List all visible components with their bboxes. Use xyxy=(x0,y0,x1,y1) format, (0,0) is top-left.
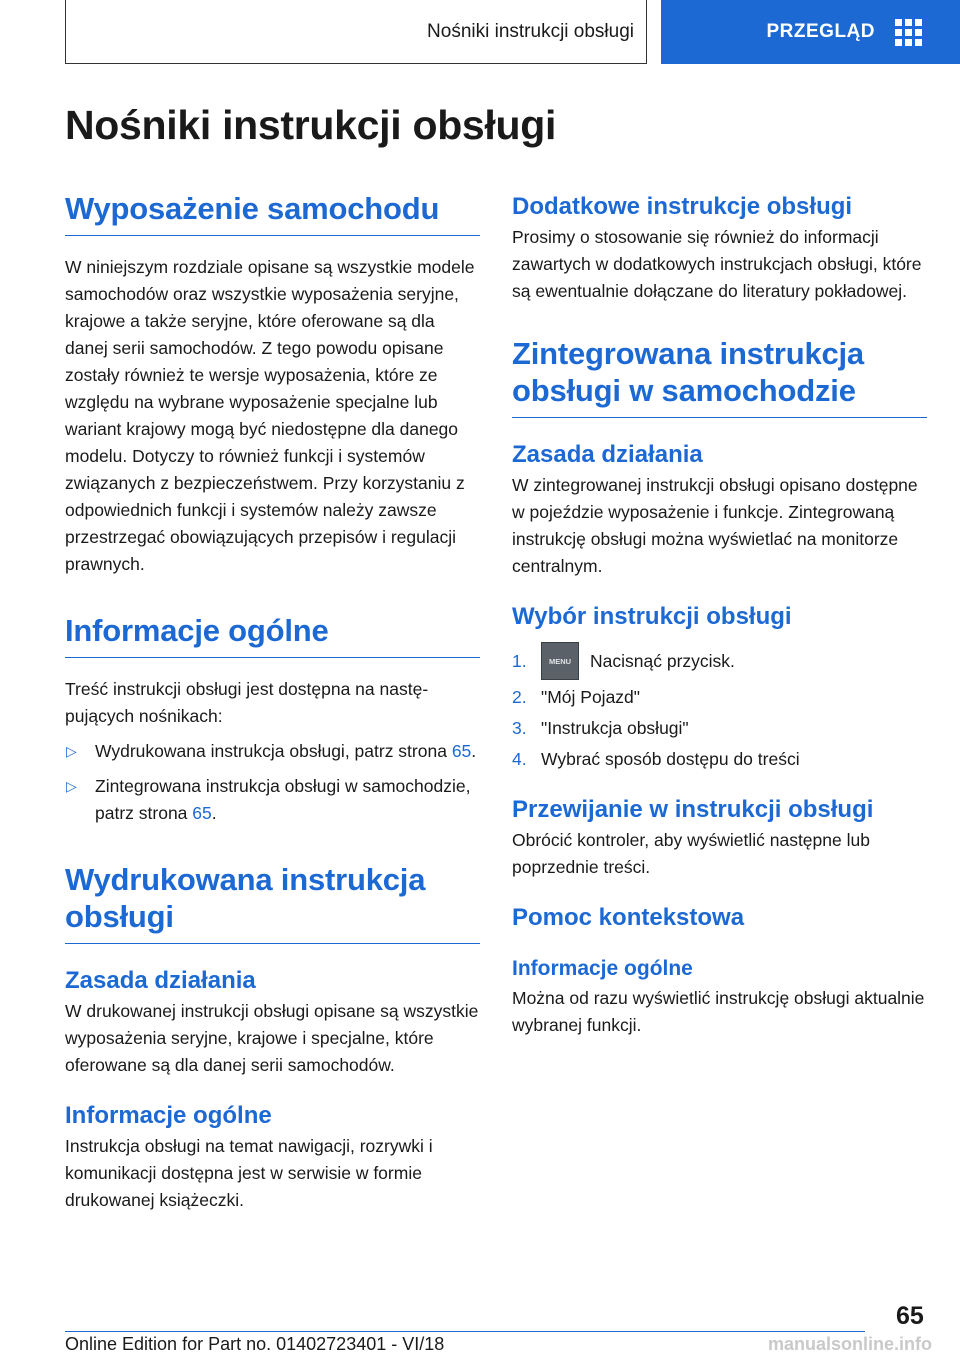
subheading-principle: Zasada działania xyxy=(65,967,256,994)
list-item: ▷ Zintegrowana instrukcja obsługi w samochodzie, patrz strona 65. xyxy=(65,773,480,827)
list-item xyxy=(512,746,927,773)
grid-icon xyxy=(895,19,922,46)
section-heading-printed-manual: Wydrukowana instrukcja obsługi xyxy=(65,861,480,944)
steps-list xyxy=(512,642,927,773)
bullet-triangle-icon: ▷ xyxy=(66,778,77,794)
list-item xyxy=(512,642,927,680)
overview-nav-label: PRZEGLĄD xyxy=(766,21,875,42)
overview-nav-button[interactable] xyxy=(661,0,960,64)
scrolling-body: Obrócić kontroler, aby wyświetlić następne lub poprzednie treści. xyxy=(512,830,870,877)
section-heading-equipment: Wyposażenie samochodu xyxy=(65,190,480,236)
left-column xyxy=(65,190,480,1214)
section-heading-integrated-manual: Zintegrowana instrukcja obsługi w samochodzie xyxy=(512,335,927,418)
menu-button-icon: MENU xyxy=(541,642,579,680)
subheading-scrolling: Przewijanie w instrukcji obsługi xyxy=(512,796,874,823)
edition-text: Online Edition for Part no. 01402723401 - VI/18 xyxy=(65,1334,445,1354)
printed-general-info-body: Instrukcja obsługi na temat nawigacji, rozrywki i komunikacji dostępna jest w serwisie w formie drukowanej książeczki. xyxy=(65,1136,433,1210)
running-header-title: Nośniki instrukcji obsługi xyxy=(427,20,634,42)
page-title: Nośniki instrukcji obsługi xyxy=(65,102,557,148)
principle-body: W drukowanej instrukcji obsługi opisane są wszystkie wyposażenia seryjne, krajowe i specjalne, które oferowane są dla danej serii samochodów. xyxy=(65,1001,479,1075)
step-number: 3. xyxy=(512,718,527,738)
list-item xyxy=(512,715,927,742)
additional-manuals-body: Prosimy o stosowanie się również do informacji zawartych w dodatkowych instrukcjach obsługi, które są ewentualnie dołączane do literatury pokładowej. xyxy=(512,227,922,301)
step-text: "Instrukcja obsługi" xyxy=(541,718,689,738)
list-item-text: Zintegrowana instrukcja obsługi w samochodzie, patrz strona xyxy=(95,776,471,823)
list-item-text: Wydrukowana instrukcja obsługi, patrz strona xyxy=(95,741,452,761)
step-text: Wybrać sposób dostępu do treści xyxy=(541,749,800,769)
minor-heading-general-info: Informacje ogólne xyxy=(512,957,693,980)
right-column xyxy=(512,192,927,1039)
subheading-principle: Zasada działania xyxy=(512,441,703,468)
step-text: "Mój Pojazd" xyxy=(541,687,640,707)
general-info-body: Treść instrukcji obsługi jest dostępna na następujących nośnikach: xyxy=(65,679,429,726)
page-link[interactable]: 65 xyxy=(192,803,212,823)
step-number: 1. xyxy=(512,650,527,671)
media-list xyxy=(65,738,480,827)
step-text: Nacisnąć przycisk. xyxy=(590,650,735,671)
equipment-body: W niniejszym rozdziale opisane są wszystkie modele samochodów oraz wszystkie wyposażenia seryjne, krajowe a także seryjne, które oferowane są dla danej serii samochodów. Z tego powodu opisane zostały również te wersje wyposażenia, które ze względu na wybrane wyposażenie specjalne lub wariant krajowy mogą być niedostępne dla danego modelu. Dotyczy to również funkcji i systemów związanych z bezpieczeństwem. Przy korzystaniu z odpowiednich funkcji i systemów należy zawsze przestrzegać obowiązujących przepisów i regulacji prawnych. xyxy=(65,257,475,574)
step-number: 4. xyxy=(512,749,527,769)
list-item xyxy=(512,684,927,711)
watermark: manualsonline.info xyxy=(767,1334,932,1354)
page-number: 65 xyxy=(896,1302,924,1330)
context-help-body: Można od razu wyświetlić instrukcję obsługi aktualnie wybranej funkcji. xyxy=(512,988,925,1035)
page-link[interactable]: 65 xyxy=(451,741,472,761)
subheading-select-manual: Wybór instrukcji obsługi xyxy=(512,603,792,630)
subheading-additional-manuals: Dodatkowe instrukcje obsługi xyxy=(512,193,853,220)
integrated-principle-body: W zintegrowanej instrukcji obsługi opisano dostępne w pojeździe wyposażenie i funkcje. Zintegrowaną instrukcję obsługi można wyświetlać na monitorze centralnym. xyxy=(512,475,918,576)
subheading-context-help: Pomoc kontekstowa xyxy=(512,904,745,931)
section-heading-general-info: Informacje ogólne xyxy=(65,612,480,658)
bullet-triangle-icon: ▷ xyxy=(66,743,77,759)
step-number: 2. xyxy=(512,687,527,707)
subheading-general-info: Informacje ogólne xyxy=(65,1102,272,1129)
list-item: ▷ Wydrukowana instrukcja obsługi, patrz strona 65. xyxy=(65,738,480,765)
running-header xyxy=(65,0,647,64)
footer xyxy=(65,1334,932,1355)
footer-divider xyxy=(65,1331,865,1332)
